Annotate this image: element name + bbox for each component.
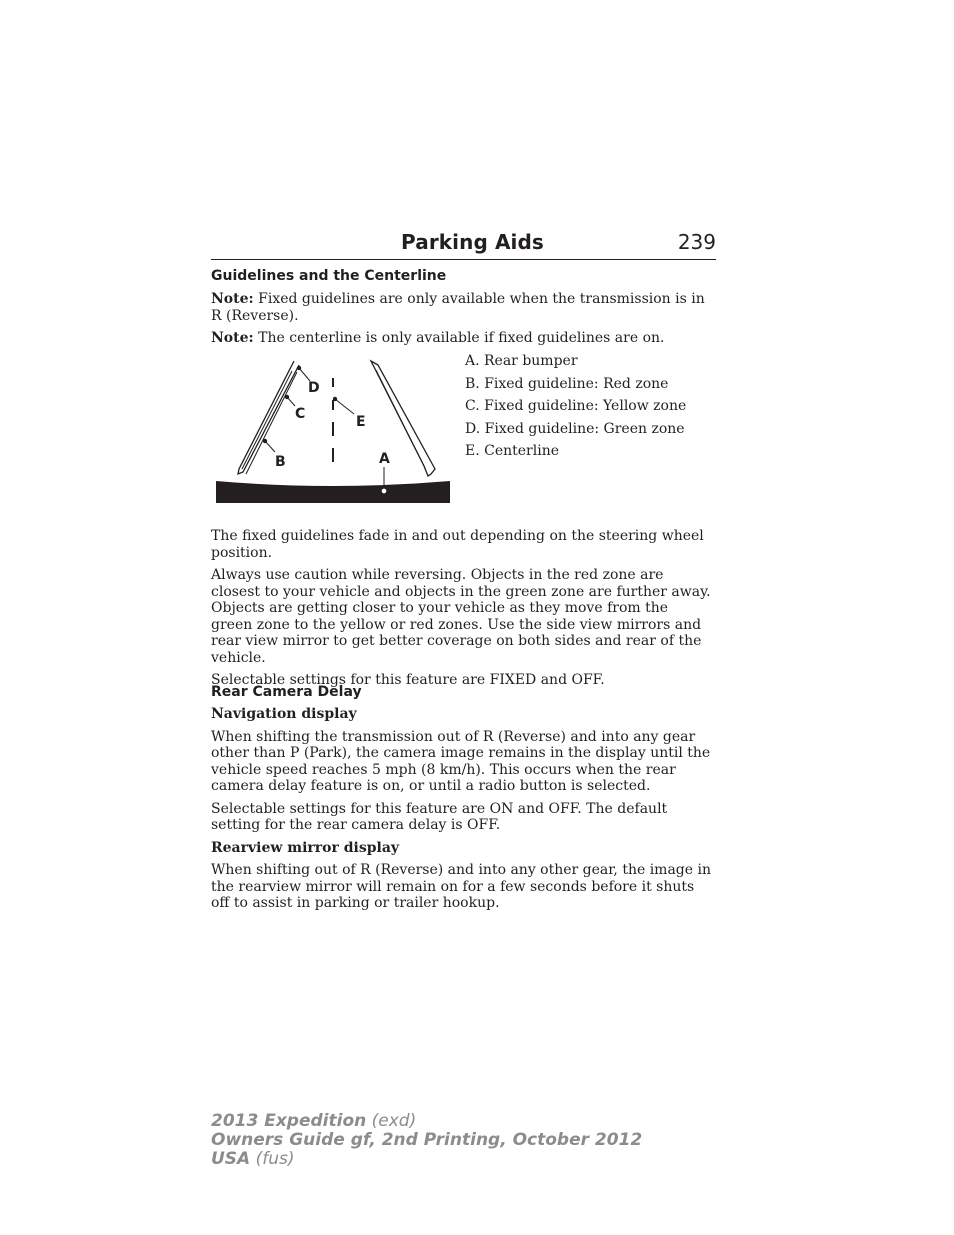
footer-line <box>211 1150 642 1169</box>
label-e: E <box>356 414 366 430</box>
legend-item: B. Fixed guideline: Red zone <box>465 375 669 392</box>
footer-code: (exd) <box>366 1111 417 1131</box>
section-guidelines <box>211 268 711 347</box>
note-label: Note: <box>211 291 254 307</box>
label-d: D <box>308 380 320 396</box>
legend-item: A. Rear bumper <box>465 353 578 369</box>
paragraph: Always use caution while reversing. Objects in the red zone are closest to your vehicle and objects in the green zone are further away. Objects are getting closer to your vehicle as they move from the green zone to the yellow or red zones. Use the side view mirrors and rear view mirror to get better coverage on both sides and rear of the vehicle. <box>211 567 711 666</box>
page-header <box>211 229 716 260</box>
paragraph: Selectable settings for this feature are FIXED and OFF. <box>211 672 605 688</box>
rear-camera-guidelines-diagram <box>211 356 456 508</box>
page-title: Parking Aids <box>401 230 544 254</box>
legend-item: E. Centerline <box>465 443 559 460</box>
subheading-rearview-mirror-display: Rearview mirror display <box>211 839 400 856</box>
note-text: The centerline is only available if fixed guidelines are on. <box>253 330 665 346</box>
label-b: B <box>275 454 286 470</box>
section-rear-camera-delay <box>211 684 711 912</box>
diagram-legend <box>465 352 715 465</box>
label-c: C <box>295 406 306 422</box>
note-centerline <box>211 330 711 347</box>
paragraph: The fixed guidelines fade in and out depending on the steering wheel position. <box>211 528 704 561</box>
callout-leader-e <box>335 399 354 414</box>
footer-model: 2013 Expedition <box>211 1111 367 1131</box>
footer-line <box>211 1112 642 1131</box>
page-number: 239 <box>677 230 716 254</box>
section-heading: Guidelines and the Centerline <box>211 268 447 284</box>
callout-leader-b <box>265 441 275 452</box>
legend-item: D. Fixed guideline: Green zone <box>465 420 685 437</box>
note-text: Fixed guidelines are only available when the transmission is in R (Reverse). <box>211 291 705 324</box>
paragraph: When shifting out of R (Reverse) and into any other gear, the image in the rearview mirror will remain on for a few seconds before it shuts off to assist in parking or trailer hookup. <box>211 862 711 911</box>
subheading-navigation-display: Navigation display <box>211 706 357 722</box>
callout-dot-a <box>381 488 387 494</box>
rear-bumper <box>216 481 450 503</box>
paragraph: Selectable settings for this feature are ON and OFF. The default setting for the rear camera delay is OFF. <box>211 800 668 833</box>
callout-leader-c <box>287 397 295 406</box>
note-transmission <box>211 291 711 324</box>
section-heading: Rear Camera Delay <box>211 684 362 700</box>
guidelines-body <box>211 528 711 689</box>
footer-line: Owners Guide gf, 2nd Printing, October 2012 <box>211 1130 643 1150</box>
page-footer <box>211 1112 642 1169</box>
label-a: A <box>379 451 390 467</box>
footer-code: (fus) <box>250 1149 295 1169</box>
footer-market: USA <box>211 1149 251 1169</box>
legend-item: C. Fixed guideline: Yellow zone <box>465 398 687 415</box>
paragraph: When shifting the transmission out of R (Reverse) and into any gear other than P (Park), the camera image remains in the display until the vehicle speed reaches 5 mph (8 km/h). This occurs when the rear camera delay feature is on, or until a radio button is selected. <box>211 728 711 794</box>
note-label: Note: <box>211 330 254 346</box>
